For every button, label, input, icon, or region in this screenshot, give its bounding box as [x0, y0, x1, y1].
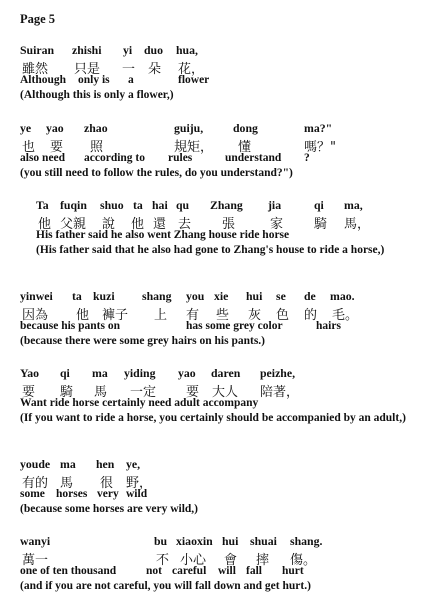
gloss-line — [20, 565, 420, 579]
pinyin-word: de — [304, 289, 316, 303]
gloss-word: understand — [225, 152, 282, 164]
chinese-word: 騎 — [314, 217, 328, 232]
pinyin-word: qi — [314, 198, 324, 212]
pinyin-word: jia — [268, 198, 282, 212]
chinese-word: 會 — [224, 553, 238, 568]
pinyin-word: shang. — [290, 534, 323, 548]
gloss-line — [36, 229, 425, 243]
gloss-line — [20, 74, 420, 88]
chinese-word: 一 — [122, 62, 136, 77]
chinese-word: 規矩， — [174, 140, 214, 155]
gloss-line — [20, 152, 420, 166]
pinyin-word: zhishi — [72, 43, 102, 57]
chinese-word: 色 — [276, 308, 290, 323]
pinyin-line — [20, 456, 410, 472]
translation: (If you want to ride a horse, you certainly should be accompanied by an adult,) — [20, 412, 406, 424]
chinese-word: 他 — [76, 308, 90, 323]
chinese-word: 有的 — [22, 476, 49, 491]
chinese-line — [20, 136, 410, 155]
chinese-word: 照 — [90, 140, 104, 155]
pinyin-word: Suiran — [20, 43, 55, 57]
pinyin-word: yiding — [124, 366, 156, 380]
pinyin-word: Zhang — [210, 198, 243, 212]
pinyin-word: ye, — [126, 457, 141, 471]
chinese-word: 花， — [178, 62, 205, 77]
chinese-line — [20, 58, 410, 77]
gloss-word: also need — [20, 152, 66, 164]
stanza-1 — [20, 42, 420, 102]
gloss-word: according to — [84, 152, 146, 164]
pinyin-word: ta — [133, 198, 143, 212]
chinese-line — [20, 472, 410, 491]
pinyin-word: wanyi — [20, 534, 51, 548]
translation: (because some horses are very wild,) — [20, 503, 199, 515]
chinese-word: 還 — [153, 217, 167, 232]
chinese-word: 要 — [50, 140, 64, 155]
chinese-word: 馬 — [94, 385, 108, 400]
chinese-word: 毛。 — [332, 308, 359, 323]
gloss-word: Although — [20, 74, 67, 86]
pinyin-line — [20, 365, 410, 381]
gloss-word: one of ten thousand — [20, 565, 117, 577]
pinyin-word: ma — [60, 457, 76, 471]
gloss-word: very — [97, 488, 119, 500]
pinyin-word: hua, — [176, 43, 198, 57]
gloss-word: hurt — [282, 565, 304, 577]
chinese-line — [20, 381, 410, 400]
translation: (Although this is only a flower,) — [20, 89, 174, 101]
translation: (His father said that he also had gone to Zhang's house to ride a horse,) — [36, 244, 385, 256]
gloss-line — [20, 320, 420, 334]
chinese-word: 的 — [304, 308, 318, 323]
pinyin-word: yao — [178, 366, 196, 380]
gloss-word: rules — [168, 152, 193, 164]
chinese-word: 要 — [186, 385, 200, 400]
gloss-line — [20, 488, 420, 502]
pinyin-word: guiju, — [174, 121, 204, 135]
pinyin-word: kuzi — [93, 289, 115, 303]
chinese-word: 只是 — [74, 62, 101, 77]
pinyin-word: yi — [123, 43, 133, 57]
gloss-word: will — [218, 565, 236, 577]
chinese-word: 騎 — [60, 385, 74, 400]
stanza-2 — [20, 120, 420, 180]
pinyin-word: hen — [96, 457, 115, 471]
chinese-word: 馬， — [344, 217, 371, 232]
chinese-word: 上 — [154, 308, 168, 323]
gloss-word: not — [146, 565, 162, 577]
chinese-word: 家 — [270, 217, 284, 232]
gloss-word: only is — [78, 74, 110, 86]
chinese-line — [36, 213, 425, 232]
pinyin-word: xie — [214, 289, 229, 303]
gloss-word: hairs — [316, 320, 341, 332]
translation: (you still need to follow the rules, do you understand?") — [20, 167, 293, 179]
chinese-word: 父親 — [60, 217, 87, 232]
chinese-word: 馬 — [60, 476, 74, 491]
pinyin-word: shang — [142, 289, 172, 303]
stanza-3 — [36, 197, 425, 257]
pinyin-word: hui — [246, 289, 263, 303]
pinyin-word: xiaoxin — [176, 534, 213, 548]
chinese-word: 萬一 — [22, 553, 49, 568]
gloss-word: a — [128, 74, 134, 86]
page-title: Page 5 — [20, 12, 56, 26]
pinyin-word: youde — [20, 457, 51, 471]
pinyin-word: zhao — [84, 121, 108, 135]
chinese-word: 懂 — [238, 140, 252, 155]
stanza-7 — [20, 533, 420, 593]
chinese-word: 也 — [22, 140, 36, 155]
pinyin-word: ta — [72, 289, 82, 303]
gloss-word: flower — [178, 74, 210, 86]
gloss-word: ? — [304, 152, 310, 164]
chinese-line — [20, 549, 410, 568]
pinyin-word: ma, — [344, 198, 363, 212]
pinyin-word: bu — [154, 534, 168, 548]
gloss-word: has some grey color — [186, 320, 283, 332]
chinese-word: 小心 — [180, 553, 207, 568]
stanza-5 — [20, 365, 420, 425]
chinese-word: 要 — [22, 385, 36, 400]
stanza-6 — [20, 456, 420, 516]
chinese-word: 野， — [126, 476, 153, 491]
pinyin-word: shuo — [100, 198, 124, 212]
chinese-word: 朵 — [148, 62, 162, 77]
gloss-word: careful — [172, 565, 207, 577]
pinyin-word: qu — [176, 198, 190, 212]
chinese-word: 張 — [222, 217, 236, 232]
pinyin-word: mao. — [330, 289, 355, 303]
chinese-word: 雖然 — [22, 62, 49, 77]
pinyin-word: Yao — [20, 366, 40, 380]
chinese-word: 大人 — [212, 385, 239, 400]
chinese-word: 他 — [131, 217, 145, 232]
chinese-word: 很 — [100, 476, 114, 491]
pinyin-word: you — [186, 289, 205, 303]
pinyin-word: se — [276, 289, 286, 303]
pinyin-word: shuai — [250, 534, 277, 548]
chinese-word: 褲子 — [102, 308, 129, 323]
pinyin-word: yinwei — [20, 289, 53, 303]
gloss-word: fall — [246, 565, 262, 577]
pinyin-word: hui — [222, 534, 239, 548]
pinyin-line — [20, 533, 410, 549]
translation: (because there were some grey hairs on his pants.) — [20, 335, 265, 347]
chinese-word: 一定 — [130, 385, 157, 400]
chinese-word: 摔 — [256, 553, 270, 568]
chinese-word: 嗎？" — [304, 140, 336, 155]
pinyin-word: peizhe, — [260, 366, 296, 380]
pinyin-line — [20, 288, 410, 304]
pinyin-line — [36, 197, 425, 213]
gloss-word: wild — [126, 488, 148, 500]
chinese-word: 去 — [178, 217, 192, 232]
gloss-word: horses — [56, 488, 88, 500]
pinyin-word: yao — [46, 121, 64, 135]
chinese-word: 有 — [186, 308, 200, 323]
pinyin-word: duo — [144, 43, 164, 57]
chinese-word: 灰 — [248, 308, 262, 323]
chinese-line — [20, 304, 410, 323]
pinyin-word: ye — [20, 121, 32, 135]
chinese-word: 說 — [102, 217, 116, 232]
pinyin-line — [20, 42, 410, 58]
gloss-word: because his pants on — [20, 320, 121, 332]
pinyin-word: dong — [233, 121, 258, 135]
chinese-word: 些 — [216, 308, 230, 323]
pinyin-word: daren — [211, 366, 241, 380]
chinese-word: 他 — [38, 217, 52, 232]
pinyin-line — [20, 120, 410, 136]
gloss-word: Want ride horse certainly need adult accompany — [20, 397, 259, 409]
pinyin-word: fuqin — [60, 198, 87, 212]
gloss-line — [20, 397, 420, 411]
gloss-word: His father said he also went Zhang house ride horse — [36, 229, 290, 241]
translation: (and if you are not careful, you will fall down and get hurt.) — [20, 580, 311, 592]
chinese-word: 因為 — [22, 308, 49, 323]
chinese-word: 傷。 — [290, 553, 317, 568]
pinyin-word: ma — [92, 366, 108, 380]
pinyin-word: qi — [60, 366, 70, 380]
pinyin-word: Ta — [36, 198, 49, 212]
gloss-word: some — [20, 488, 45, 500]
pinyin-word: hai — [152, 198, 168, 212]
chinese-word: 不 — [156, 553, 170, 568]
stanza-4 — [20, 288, 420, 348]
chinese-word: 陪著， — [260, 385, 300, 400]
pinyin-word: ma?" — [304, 121, 333, 135]
